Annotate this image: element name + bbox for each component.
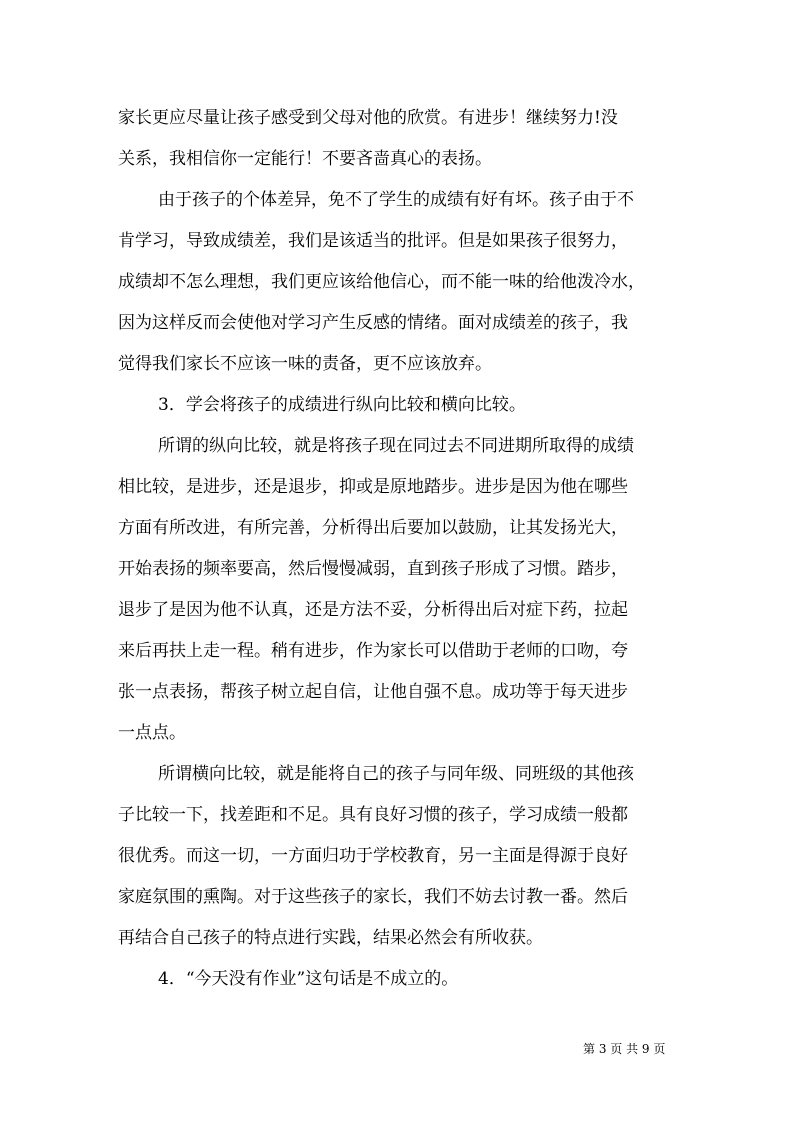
- paragraph-line: 退步了是因为他不认真，还是方法不妥，分析得出后对症下药，拉起: [118, 600, 628, 620]
- paragraph-line: 成绩却不怎么理想，我们更应该给他信心，而不能一味的给他泼冷水，: [118, 272, 645, 292]
- paragraph-line: 子比较一下，找差距和不足。具有良好习惯的孩子，学习成绩一般都: [118, 805, 628, 825]
- paragraph-line: 觉得我们家长不应该一味的责备，更不应该放弃。: [118, 354, 492, 374]
- paragraph-line: 方面有所改进，有所完善，分析得出后要加以鼓励，让其发扬光大，: [118, 518, 628, 538]
- section-heading: 4．“今天没有作业”这句话是不成立的。: [158, 969, 459, 989]
- paragraph-line: 相比较，是进步，还是退步，抑或是原地踏步。进步是因为他在哪些: [118, 477, 628, 497]
- paragraph-line: 开始表扬的频率要高，然后慢慢减弱，直到孩子形成了习惯。踏步，: [118, 559, 628, 579]
- paragraph-line: 所谓的纵向比较，就是将孩子现在同过去不同进期所取得的成绩: [158, 436, 634, 456]
- paragraph-line: 家庭氛围的熏陶。对于这些孩子的家长，我们不妨去讨教一番。然后: [118, 887, 628, 907]
- paragraph-line: 因为这样反而会使他对学习产生反感的情绪。面对成绩差的孩子，我: [118, 313, 628, 333]
- paragraph-line: 很优秀。而这一切，一方面归功于学校教育，另一主面是得源于良好: [118, 846, 628, 866]
- paragraph-line: 张一点表扬，帮孩子树立起自信，让他自强不息。成功等于每天进步: [118, 682, 628, 702]
- section-heading: 3．学会将孩子的成绩进行纵向比较和横向比较。: [158, 395, 526, 415]
- paragraph-line: 由于孩子的个体差异，免不了学生的成绩有好有坏。孩子由于不: [158, 190, 634, 210]
- paragraph-line: 家长更应尽量让孩子感受到父母对他的欣赏。有进步！继续努力!没: [118, 108, 618, 128]
- paragraph-line: 来后再扶上走一程。稍有进步，作为家长可以借助于老师的口吻，夸: [118, 641, 628, 661]
- paragraph-line: 肯学习，导致成绩差，我们是该适当的批评。但是如果孩子很努力，: [118, 231, 628, 251]
- paragraph-line: 关系，我相信你一定能行！不要吝啬真心的表扬。: [118, 149, 492, 169]
- paragraph-line: 再结合自己孩子的特点进行实践，结果必然会有所收获。: [118, 928, 543, 948]
- paragraph-line: 所谓横向比较，就是能将自己的孩子与同年级、同班级的其他孩: [158, 764, 634, 784]
- paragraph-line: 一点点。: [118, 723, 186, 743]
- page-number-footer: 第 3 页 共 9 页: [583, 1042, 666, 1056]
